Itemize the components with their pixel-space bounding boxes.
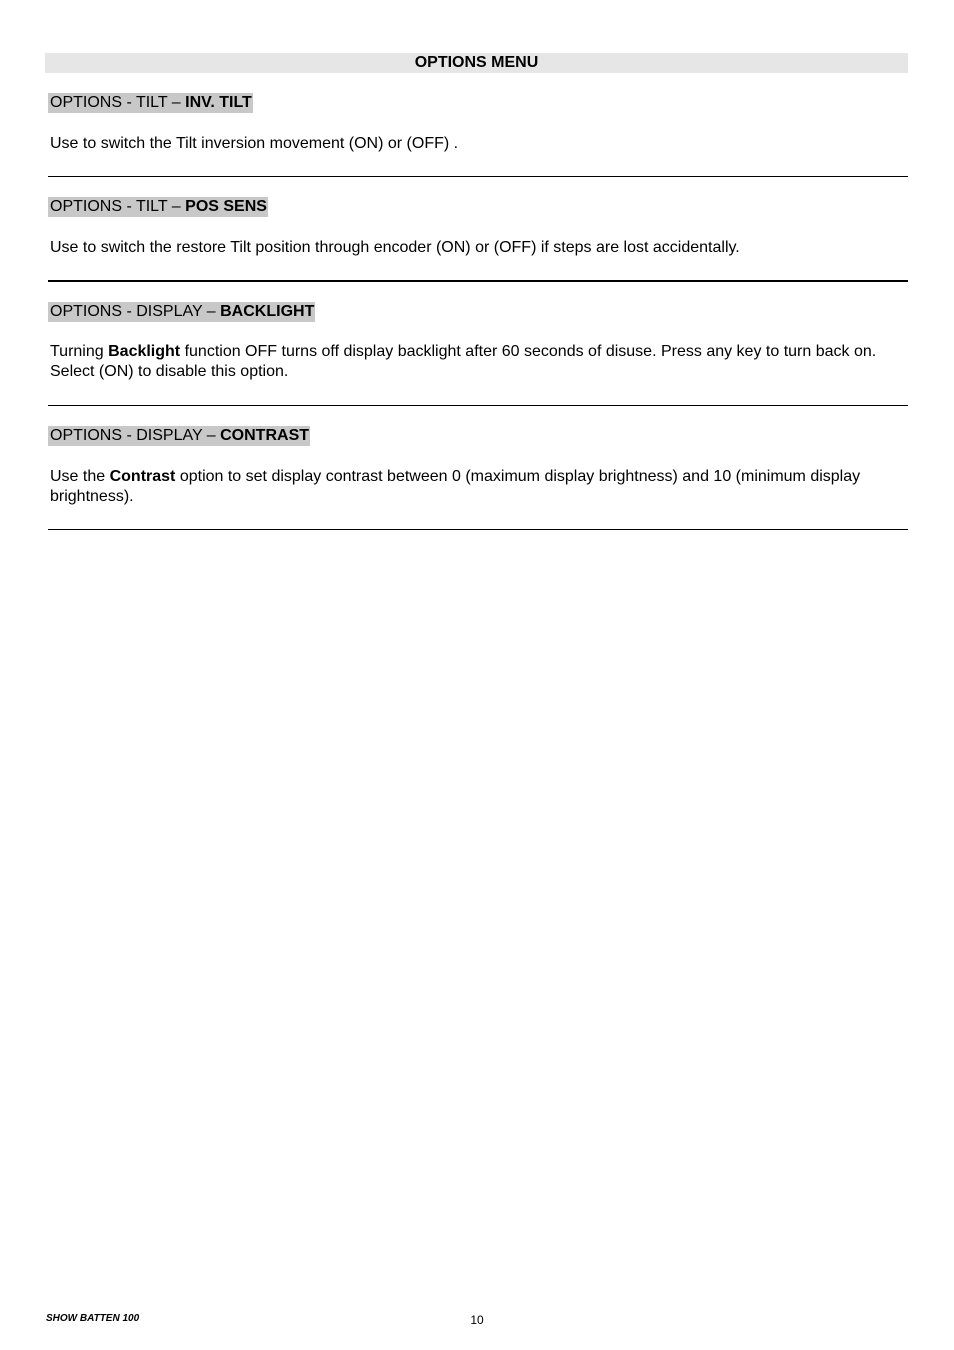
page-number: 10 <box>470 1313 484 1327</box>
divider <box>48 176 908 177</box>
divider <box>48 280 908 282</box>
option-heading: OPTIONS - DISPLAY – BACKLIGHT <box>50 303 315 320</box>
option-description: Use to switch the restore Tilt position through encoder (ON) or (OFF) if steps are lost accidentally. <box>50 239 740 256</box>
option-description: Turning Backlight function OFF turns off display backlight after 60 seconds of disuse. Press any key to turn back on. Select (ON) to disable this option. <box>50 343 877 380</box>
footer-product-name: SHOW BATTEN 100 <box>46 1313 140 1324</box>
option-pos-sens <box>48 197 908 256</box>
option-description: Use to switch the Tilt inversion movement (ON) or (OFF) . <box>50 135 459 152</box>
option-name: POS SENS <box>185 198 267 215</box>
option-name: BACKLIGHT <box>220 303 315 320</box>
option-name: CONTRAST <box>220 427 310 444</box>
divider <box>48 405 908 406</box>
divider <box>48 529 908 530</box>
option-heading: OPTIONS - TILT – POS SENS <box>50 198 267 215</box>
option-backlight <box>48 302 908 380</box>
option-name: INV. TILT <box>185 94 252 111</box>
option-description: Use the Contrast option to set display contrast between 0 (maximum display brightness) and 10 (minimum display brightness). <box>50 468 861 505</box>
page-title: OPTIONS MENU <box>45 53 908 73</box>
option-contrast <box>48 426 908 505</box>
option-inv-tilt <box>48 93 908 152</box>
option-heading: OPTIONS - TILT – INV. TILT <box>50 94 252 111</box>
option-heading: OPTIONS - DISPLAY – CONTRAST <box>50 427 310 444</box>
